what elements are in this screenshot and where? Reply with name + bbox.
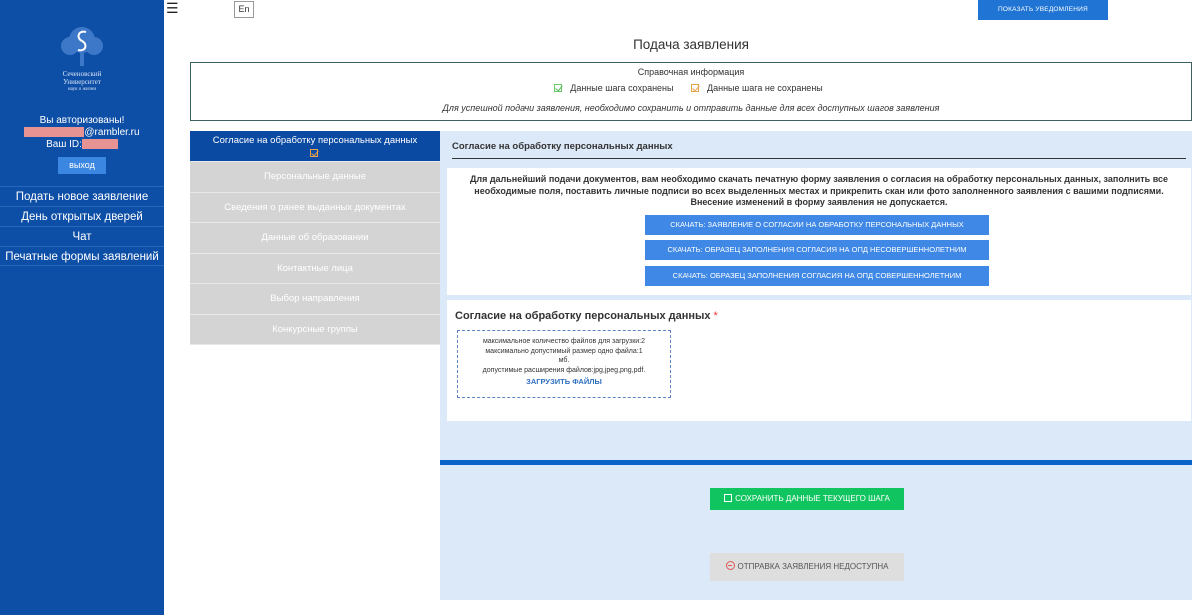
legend-not-saved (691, 83, 828, 93)
upload-extensions: допустимые расширения файлов:jpg,jpeg,png,pdf. (482, 366, 646, 374)
sidebar-item-open-day[interactable]: День открытых дверей (0, 206, 164, 226)
send-application-label: ОТПРАВКА ЗАЯВЛЕНИЯ НЕДОСТУПНА (737, 562, 889, 571)
reference-info-note: Для успешной подачи заявления, необходимо сохранить и отправить данные для всех доступных шагов заявления (442, 103, 940, 113)
hamburger-menu-icon[interactable]: ☰ (166, 0, 179, 16)
auth-info (0, 115, 164, 151)
legend-not-saved-label: Данные шага не сохранены (707, 83, 823, 93)
sidebar-item-print-forms[interactable]: Печатные формы заявлений (0, 246, 164, 266)
instructions-line-2: необходимые поля, поставить личные подписи во всех выделенных местах и прикрепить скан или фото заполненного заявления с вашими подписями. (474, 185, 1164, 196)
check-green-icon (554, 84, 562, 92)
upload-files-button[interactable]: ЗАГРУЗИТЬ ФАЙЛЫ (526, 377, 602, 386)
download-adult-sample-button[interactable]: СКАЧАТЬ: ОБРАЗЕЦ ЗАПОЛНЕНИЯ СОГЛАСИЯ НА ОПД СОВЕРШЕННОЛЕТНИМ (645, 266, 989, 286)
send-application-button[interactable] (710, 553, 904, 581)
auth-label: Вы авторизованы! (39, 115, 125, 126)
legend-saved-label: Данные шага сохранены (570, 83, 674, 93)
step-education[interactable]: Данные об образовании (190, 223, 440, 254)
sidebar-item-new-application[interactable]: Подать новое заявление (0, 186, 164, 206)
reference-info-box (190, 62, 1192, 121)
steps-list (190, 131, 440, 345)
check-orange-icon (691, 84, 699, 92)
step-competition-groups[interactable]: Конкурсные группы (190, 315, 440, 346)
user-email (0, 127, 164, 139)
instructions-text (459, 174, 1179, 209)
instructions-line-3: Внесение изменений в форму заявления не допускается. (690, 197, 948, 207)
university-logo-icon (50, 22, 114, 70)
id-label: Ваш ID: (46, 139, 82, 150)
logo-line-3: наук о жизни (67, 87, 97, 92)
step-consent-label: Согласие на обработку персональных данных (212, 135, 418, 146)
logo-line-1: Сеченовский (62, 70, 102, 78)
sidebar (0, 0, 164, 615)
minus-circle-icon (726, 561, 735, 570)
download-consent-button[interactable]: СКАЧАТЬ: ЗАЯВЛЕНИЕ О СОГЛАСИИ НА ОБРАБОТКУ ПЕРСОНАЛЬНЫХ ДАННЫХ (645, 215, 989, 235)
step-previous-documents[interactable]: Сведения о ранее выданных документах (190, 193, 440, 224)
upload-max-size: максимально допустимый размер одно файла:1 (485, 347, 643, 355)
show-notifications-button[interactable]: ПОКАЗАТЬ УВЕДОМЛЕНИЯ (978, 0, 1108, 20)
instructions-card (447, 168, 1191, 295)
download-minor-sample-button[interactable]: СКАЧАТЬ: ОБРАЗЕЦ ЗАПОЛНЕНИЯ СОГЛАСИЯ НА ОПД НЕСОВЕРШЕННОЛЕТНИМ (645, 240, 989, 260)
section-heading: Согласие на обработку персональных данных (452, 141, 1186, 159)
email-suffix: @rambler.ru (84, 127, 140, 138)
required-marker: * (713, 310, 718, 322)
upload-max-files: максимальное количество файлов для загрузки:2 (482, 338, 646, 345)
user-id (0, 139, 164, 151)
save-step-button[interactable] (710, 488, 904, 510)
save-icon (724, 494, 732, 502)
legend-saved (554, 83, 678, 93)
sidebar-menu (0, 186, 164, 266)
language-switch-button[interactable]: En (234, 1, 254, 18)
upload-title (455, 310, 718, 322)
step-direction[interactable]: Выбор направления (190, 284, 440, 315)
step-personal-data[interactable]: Персональные данные (190, 162, 440, 193)
logo-line-2: Университет (63, 78, 101, 86)
step-contacts[interactable]: Контактные лица (190, 254, 440, 285)
check-orange-icon (310, 149, 318, 157)
sidebar-item-chat[interactable]: Чат (0, 226, 164, 246)
step-consent[interactable] (190, 131, 440, 162)
upload-size-unit: мб. (558, 357, 570, 364)
reference-info-title: Справочная информация (637, 67, 745, 77)
upload-card (447, 300, 1191, 421)
upload-title-label: Согласие на обработку персональных данных (455, 310, 711, 322)
file-dropzone[interactable] (457, 330, 671, 398)
step-content-panel (440, 131, 1192, 461)
redacted-email (24, 127, 84, 137)
status-legend (191, 83, 1191, 93)
save-step-label: СОХРАНИТЬ ДАННЫЕ ТЕКУЩЕГО ШАГА (735, 494, 890, 503)
actions-panel (440, 465, 1192, 600)
page-title: Подача заявления (633, 37, 749, 52)
redacted-id (82, 139, 118, 149)
logout-button[interactable]: выход (58, 157, 106, 174)
logo-text (0, 70, 164, 94)
instructions-line-1: Для дальнейший подачи документов, вам необходимо скачать печатную форму заявления о согласия на обработку персональных данных, заполнить все (469, 174, 1169, 184)
step-status-icon (190, 147, 440, 160)
